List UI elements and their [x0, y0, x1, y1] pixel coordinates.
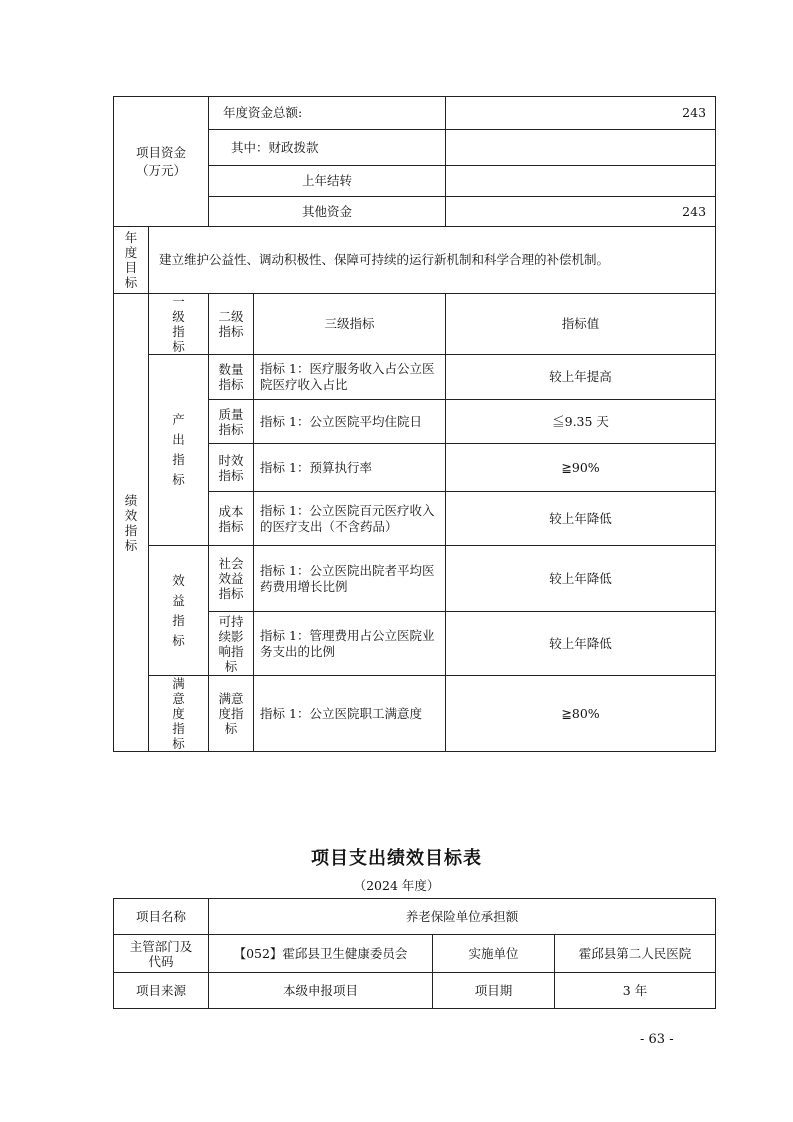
header-value: 指标值	[446, 294, 716, 355]
header-level3: 三级指标	[254, 294, 446, 355]
level2-quantity: 数量指标	[209, 355, 254, 400]
performance-target-table	[113, 96, 716, 752]
project-name-label: 项目名称	[114, 899, 209, 935]
level3-sustainability: 指标 1：管理费用占公立医院业务支出的比例	[254, 612, 446, 676]
project-info-table	[113, 898, 716, 1009]
funds-carryover-label: 上年结转	[209, 166, 446, 197]
funds-other-label: 其他资金	[209, 197, 446, 227]
value-quantity: 较上年提高	[446, 355, 716, 400]
annual-goal-text: 建立维护公益性、调动积极性、保障可持续的运行新机制和科学合理的补偿机制。	[149, 227, 716, 294]
value-sustainability: 较上年降低	[446, 612, 716, 676]
level3-satisfaction: 指标 1：公立医院职工满意度	[254, 676, 446, 752]
impl-unit-value: 霍邱县第二人民医院	[555, 935, 716, 973]
source-label: 项目来源	[114, 973, 209, 1009]
level2-timeliness: 时效指标	[209, 444, 254, 492]
level2-satisfaction: 满意度指标	[209, 676, 254, 752]
level3-quantity: 指标 1：医疗服务收入占公立医院医疗收入占比	[254, 355, 446, 400]
level3-social-benefit: 指标 1：公立医院出院者平均医药费用增长比例	[254, 546, 446, 612]
funds-total-label: 年度资金总额:	[209, 97, 446, 130]
section-title: 项目支出绩效目标表	[311, 848, 482, 869]
header-level1: 一级指标	[149, 294, 209, 355]
dept-value: 【052】霍邱县卫生健康委员会	[209, 935, 433, 973]
section-subtitle: （2024 年度）	[353, 878, 440, 893]
funds-carryover-value	[446, 166, 716, 197]
source-value: 本级申报项目	[209, 973, 433, 1009]
header-level2: 二级指标	[209, 294, 254, 355]
period-label: 项目期	[433, 973, 555, 1009]
level2-quality: 质量指标	[209, 400, 254, 444]
level3-quality: 指标 1：公立医院平均住院日	[254, 400, 446, 444]
dept-label: 主管部门及代码	[114, 935, 209, 973]
level2-social-benefit: 社会效益指标	[209, 546, 254, 612]
annual-goal-label: 年度目标	[114, 227, 149, 294]
funds-fiscal-value	[446, 130, 716, 166]
funds-other-value: 243	[446, 197, 716, 227]
value-social-benefit: 较上年降低	[446, 546, 716, 612]
level2-cost: 成本指标	[209, 492, 254, 546]
page-number: - 63 -	[640, 1032, 674, 1047]
impl-unit-label: 实施单位	[433, 935, 555, 973]
benefit-indicator-label: 效益指标	[149, 546, 209, 676]
performance-group-label: 绩效指标	[114, 294, 149, 752]
project-name-value: 养老保险单位承担额	[209, 899, 716, 935]
level3-timeliness: 指标 1：预算执行率	[254, 444, 446, 492]
funds-group-label: 项目资金（万元）	[114, 97, 209, 227]
funds-fiscal-label: 其中：财政拨款	[209, 130, 446, 166]
level3-cost: 指标 1：公立医院百元医疗收入的医疗支出（不含药品）	[254, 492, 446, 546]
satisfaction-indicator-label: 满意度指标	[149, 676, 209, 752]
output-indicator-label: 产出指标	[149, 355, 209, 546]
value-timeliness: ≧90%	[446, 444, 716, 492]
period-value: 3 年	[555, 973, 716, 1009]
funds-total-value: 243	[446, 97, 716, 130]
value-cost: 较上年降低	[446, 492, 716, 546]
level2-sustainability: 可持续影响指标	[209, 612, 254, 676]
value-quality: ≦9.35 天	[446, 400, 716, 444]
value-satisfaction: ≧80%	[446, 676, 716, 752]
